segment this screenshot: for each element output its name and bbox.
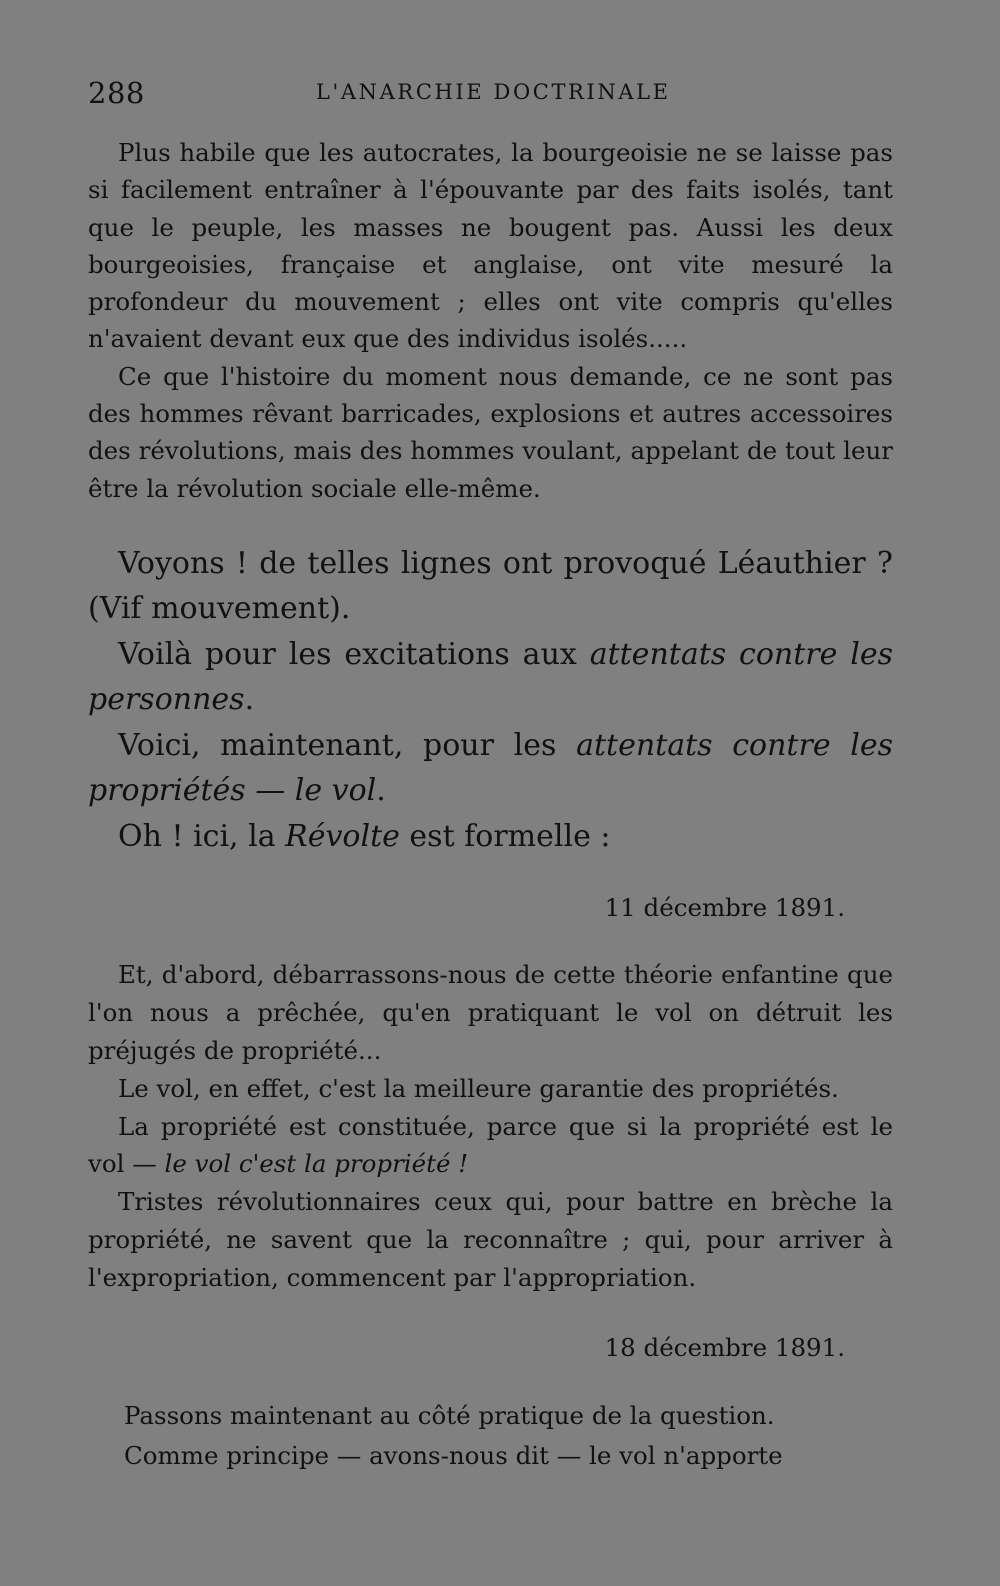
body-p3-end: . (376, 773, 386, 809)
body-paragraph-4 (88, 814, 893, 860)
quote1-paragraph-2: Ce que l'histoire du moment nous demande, ce ne sont pas des hommes rêvant barricades, explosions et autres accessoires des révolutions, mais des hommes voulant, appelant de tout leur être la révolution sociale elle-même. (88, 361, 893, 503)
body-paragraph-2 (88, 632, 893, 723)
date-line-2: 18 décembre 1891. (604, 1332, 845, 1362)
quote3-paragraph-1: Passons maintenant au côté pratique de la question. (124, 1400, 775, 1430)
body-p4-start: Oh ! ici, la (118, 818, 286, 854)
page-number: 288 (88, 76, 145, 110)
body-p3-emphasis: attentats contre les propriétés — le vol (88, 727, 894, 809)
quoted-passage-1 (88, 134, 893, 507)
page-header (88, 70, 893, 116)
body-p4-emphasis: Révolte (285, 818, 400, 854)
quote3-paragraph-2: Comme principe — avons-nous dit — le vol n'apporte (124, 1440, 783, 1470)
body-p4-end: est formelle : (399, 818, 611, 854)
body-p2-end: . (244, 682, 255, 718)
body-p2-start: Voilà pour les excitations aux (118, 636, 590, 672)
quote2-p3-emphasis: le vol c'est la propriété ! (164, 1149, 469, 1179)
quote2-paragraph-3 (88, 1108, 893, 1184)
date-line-1: 11 décembre 1891. (604, 893, 845, 923)
main-text (88, 541, 893, 860)
body-paragraph-3 (88, 723, 893, 814)
book-page (88, 70, 893, 1476)
quote2-paragraph-4: Tristes révolutionnaires ceux qui, pour battre en brèche la propriété, ne savent que la reconnaître ; qui, pour arriver à l'expropriation, commencent par l'appropriation. (88, 1187, 893, 1292)
quoted-passage-2 (88, 956, 893, 1296)
body-p3-start: Voici, maintenant, pour les (118, 727, 577, 763)
running-head: L'ANARCHIE DOCTRINALE (316, 80, 671, 104)
body-p2-emphasis: attentats contre les personnes (88, 636, 893, 718)
quote2-paragraph-1: Et, d'abord, débarrassons-nous de cette théorie enfantine que l'on nous a prêchée, qu'en pratiquant le vol on détruit les préjugés de propriété... (88, 960, 893, 1066)
quote2-p3-start: La propriété est constituée, parce que si la propriété est le vol — (88, 1111, 893, 1179)
quote2-paragraph-2: Le vol, en effet, c'est la meilleure garantie des propriétés. (118, 1073, 839, 1103)
quote1-paragraph-1: Plus habile que les autocrates, la bourgeoisie ne se laisse pas si facilement entraîner à l'épouvante par des faits isolés, tant que le peuple, les masses ne bougent pas. Aussi les deux bourgeoisies, française et anglaise, ont vite mesuré la profondeur du mouvement ; elles ont vite compris qu'elles n'avaient devant eux que des individus isolés..... (88, 138, 893, 354)
body-paragraph-1: Voyons ! de telles lignes ont provoqué Léauthier ? (Vif mouvement). (88, 545, 893, 627)
quoted-passage-3 (88, 1396, 893, 1476)
